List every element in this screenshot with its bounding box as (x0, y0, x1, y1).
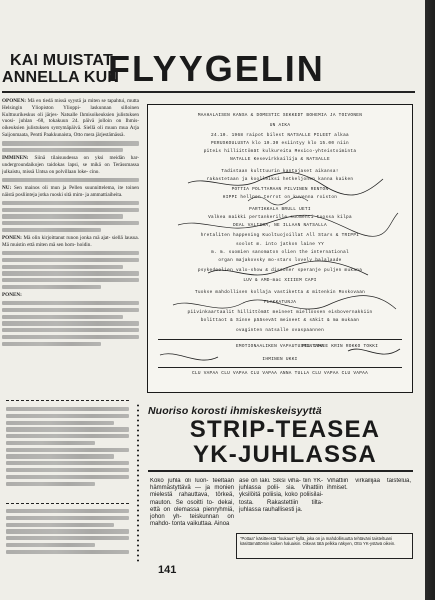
poster-line: UN AIKA (269, 123, 291, 128)
header-rule (2, 91, 415, 93)
poster-line: HIPPI hellpen terrot on kuvenna roiston (222, 195, 338, 200)
blurred-text-line (2, 148, 123, 152)
headline-kicker (0, 52, 119, 86)
blurred-text-line (6, 448, 129, 452)
blurred-text-line (2, 285, 101, 289)
poster-line: soolot m. into jatkon laine YY (235, 242, 325, 247)
speaker-label: OPONEN: (2, 98, 26, 104)
blurred-text-line (6, 427, 129, 431)
kicker-line-2: ANNELLA KUN (2, 69, 120, 86)
blurred-text-line (2, 271, 139, 275)
blurred-text-line (6, 461, 129, 465)
poster-line: PEL ISKEE KRIN ROKKO TOKKI (301, 344, 379, 349)
speaker-label: IMMINEN: (2, 154, 29, 161)
blurred-text-line (2, 141, 139, 145)
article-column-1: Koko juhla oli luon- teeltaan hämmästyttävä — ja monien mielestä rahauttava, törkeä, mauton. Se osoitti to- dekai, että on olemassa pienryhmiä, johon yh- teiskunnan on mahdo- tonta vaikuttaa. Ainoa (150, 478, 234, 528)
blurred-text-line (2, 178, 139, 182)
article-column-2: ase on laki. Siksi viha- tiin YK-juhlassa polii- sia. Vihattiin yksilöitä poliisia, koko poliisilai- tosta. Rakastettiin tilta- juhlassa rauhallisesti ja. (239, 478, 323, 513)
blurred-text-line (6, 421, 114, 425)
blurred-text-line (6, 516, 129, 520)
photo-caption-box: "Pottaa" käsitteestä "loukaus" kyllä, joka on ja mahdollisuutta tehtäväni taisteltuani käsittämättömin kaiken haluaisin. Oikeas tätä pelkka näkyen, Otto YK-ystävä oikein. (236, 533, 413, 559)
sidebar-box (6, 400, 129, 501)
poster-line: organ majakovsky mo-stars lovely balalaade (218, 258, 342, 263)
dotted-divider (136, 403, 140, 563)
blurred-text-line (6, 468, 129, 472)
blurred-text-line (2, 214, 123, 218)
poster-line: PARTIKKALA BRULL UETI (249, 207, 311, 212)
poster-line: PERUSKOULUSTA klo 19.30 esiintyy klo 15.00 niin (211, 141, 349, 146)
blurred-text-line (2, 328, 139, 332)
typewritten-poster (147, 104, 413, 393)
poster-line: IHMINEN UKKI (262, 357, 298, 362)
poster-line: Tadistaan kulttuurin kantajaset aikansa! (221, 169, 339, 174)
poster-divider (158, 367, 402, 368)
blurred-text-line (6, 441, 95, 445)
blurred-text-line (6, 407, 129, 411)
poster-line: LUV & AMD-mac XIIIEM CAPI (243, 278, 317, 283)
paragraph-3 (2, 185, 139, 199)
blurred-text-line (2, 335, 139, 339)
blurred-text-line (2, 265, 123, 269)
scan-shadow (425, 0, 435, 600)
paragraph-text: Mä olin kirjoittanut runon jonka mä ajat- siellä lausua. Mä muistin että miten mä sen hom- hoidin. (2, 234, 139, 248)
blurred-text-line (2, 278, 139, 282)
poster-line: psykedeelien valo-show & disconer speranje puljen mukana (197, 268, 363, 273)
sidebar-box-lower (6, 503, 129, 566)
blurred-text-line (6, 523, 114, 527)
poster-line: Tuokse mahdollisen kollaja vastiketta & mitenkin Moskovaan (194, 290, 366, 295)
blurred-text-line (6, 434, 129, 438)
poster-line: bolittaot & Sinne pääsevät meineet & säkit & ma mukaan (200, 318, 360, 323)
poster-line: FLAKKATUNJA (263, 300, 297, 305)
blurred-text-line (2, 201, 139, 205)
blurred-text-line (2, 221, 139, 225)
poster-line: MAAHALAISEN KANSA & DOMESTIC SEKKEDT BOHEMIA JA TOIVONEN (197, 113, 363, 118)
blurred-text-line (6, 414, 129, 418)
article-rule (148, 470, 413, 472)
poster-line: ovaginten natsalle ovaspaannen (235, 328, 325, 333)
blurred-text-line (2, 315, 123, 319)
blurred-text-line (6, 529, 129, 533)
blurred-text-line (6, 454, 114, 458)
article-column-3: Vihattiin virkailijaa taistelua, ihmiset. (327, 478, 411, 492)
interview-column (2, 98, 139, 393)
article-headline-line-2: YK-JUHLASSA (193, 441, 377, 468)
blurred-text-line (6, 536, 129, 540)
page-number: 141 (158, 564, 177, 576)
blurred-text-line (2, 228, 101, 232)
speaker-label: NU: (2, 184, 12, 191)
blurred-text-line (6, 482, 95, 486)
poster-line: piivinkaartaalit hillittömät meineet mielloosen eisbovernakkiin (187, 310, 373, 315)
blurred-text-line (6, 550, 129, 554)
poster-line: CLU VAPAA CLU VAPAA CLU VAPAA ANNA TULLA CLU VAPAA CLU VAPAA (191, 371, 369, 376)
poster-line: piteis hilliittömät kulkureita Mexico-yhteistoiminta (203, 149, 357, 154)
article-headline-line-1: STRIP-TEASEA (189, 416, 381, 443)
blurred-text-line (6, 475, 129, 479)
blurred-text-line (2, 301, 139, 305)
poster-line: DEAL VALISSA, NE ILLAAN NATSALLA (233, 223, 327, 228)
poster-line: rakastetaan ja koolleiksi hetkeljonen kanna kaiken (206, 177, 354, 182)
paragraph-4 (2, 235, 139, 249)
article-subhead: Nuoriso korosti ihmiskeskeisyyttä (148, 405, 322, 417)
blurred-text-line (2, 208, 139, 212)
paragraph-2 (2, 155, 139, 175)
poster-line: POTTIA POLTTAMAAN PILVINEN RENTON (231, 187, 329, 192)
poster-line: NATALLE Kesevirkkailija & NATSALLE (230, 157, 330, 162)
blurred-text-line (2, 251, 139, 255)
poster-line: m. m. suomien sanomaton olien the international (211, 250, 349, 255)
paragraph-text: Siinä tilaisuudessa on yksi meidän har- undergroundaikojen taidokas lapsi, se mikä on Terässmassa julkaistu, missä Untsa on polvillaan loke- cino. (2, 154, 139, 175)
paragraph-1 (2, 98, 139, 139)
blurred-text-line (6, 509, 129, 513)
blurred-text-line (2, 342, 101, 346)
poster-line: 24.10. 1968 raipot bilest NATSALLE PILEET alkaa (211, 133, 349, 138)
speaker-label: PONEN: (2, 291, 22, 298)
speaker-label: PONEN: (2, 234, 22, 241)
blurred-text-line (2, 258, 139, 262)
blurred-text-line (2, 308, 139, 312)
poster-line: EMOTIONAALIKEN VAPAUTUSRINTAMA (235, 344, 325, 349)
headline-title: FLYYGELIN (108, 48, 325, 89)
poster-divider (158, 339, 402, 340)
paragraph-5 (2, 292, 139, 299)
blurred-text-line (6, 543, 95, 547)
blurred-text-line (2, 321, 139, 325)
paragraph-text: Sen mainos oli mun ja Pellen suunnittelema, ite toinen näistä posliinteja jotka ruoski sitä mim- ja ammattiaiheita. (2, 184, 139, 198)
paragraph-text: Mä en tiedä missä syystä ja miten se tapahtui, mutta Helsingin Yliopiston Ylioppi- laskunnan silloinen Kulttuurikeskus oli järjes- Natsalle Ihmisoikeuksien julistuksen vuosi- juhlan -68, tokakuun 24. päivä jolloin on Ihmis- oikeuksien julistuksen syntymäpäivä. Siellä oli muun mua Arja Saijonmaata, Pentti Paakkunaista, Otto mera järjestämässä. (2, 98, 139, 138)
poster-line: Valkea maikki pertankerille suomenti tuossa kilpa (208, 215, 352, 220)
poster-line: hretaliten happening Kuoltuojoillat All Stars & TRIPPI (200, 233, 360, 238)
kicker-line-1: KAI MUISTAT (10, 52, 113, 69)
